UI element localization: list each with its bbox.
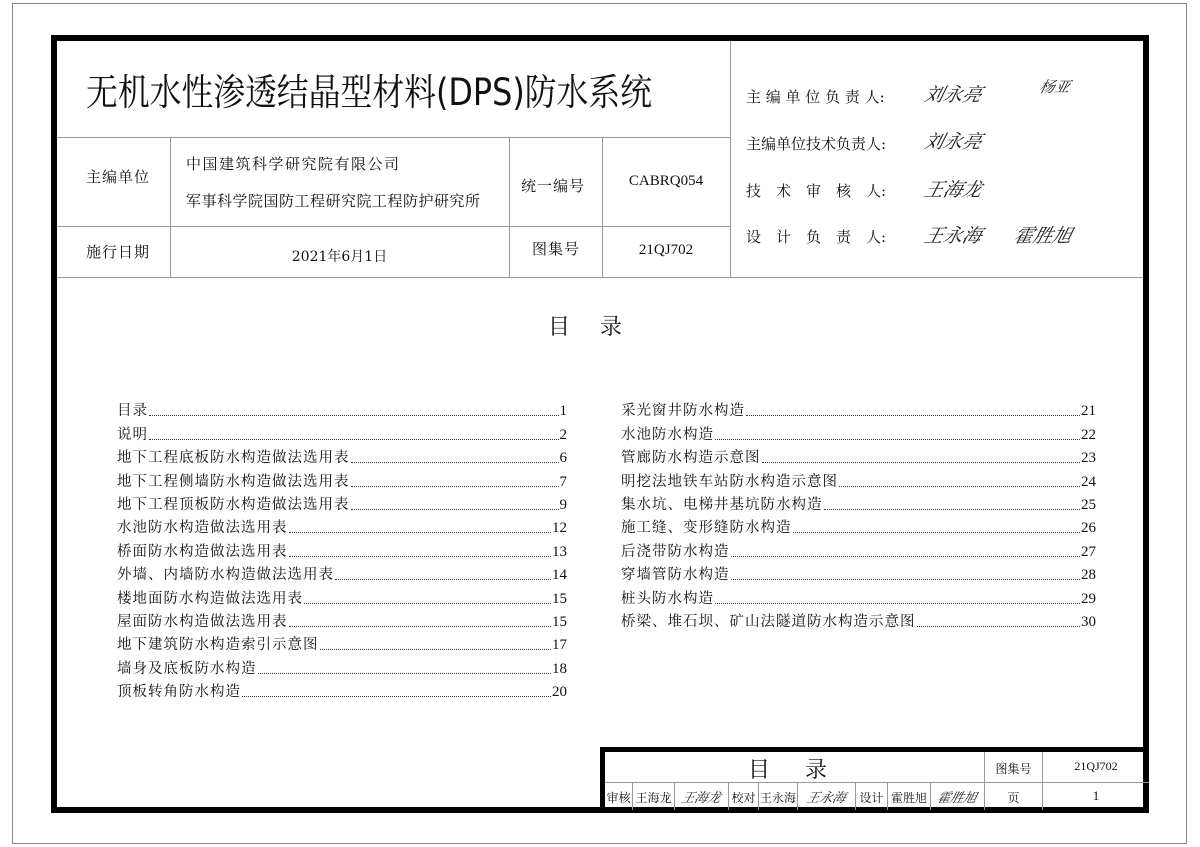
technical-head-label: 主编单位技术负责人:: [746, 135, 887, 153]
toc-leader-dots: [715, 437, 1080, 440]
header-col-divider-2: [509, 137, 510, 277]
atlas-number-label: 图集号: [995, 762, 1032, 776]
header-divider-bottom: [57, 277, 1143, 278]
toc-entry-label: 水池防水构造: [621, 426, 714, 443]
toc-entry[interactable]: [117, 561, 567, 584]
signature-technical-head: 刘永亮: [921, 131, 985, 153]
toc-leader-dots: [351, 484, 559, 487]
toc-entry[interactable]: [621, 514, 1096, 537]
signature-design-head-1: 王永海: [921, 225, 985, 247]
proofreader-signature: 王永海: [804, 791, 848, 806]
toc-left-column: [117, 397, 567, 701]
toc-entry-label: 穿墙管防水构造: [621, 567, 730, 584]
toc-entry[interactable]: [117, 631, 567, 654]
toc-entry-page: 27: [1081, 543, 1096, 560]
toc-entry[interactable]: [621, 420, 1096, 443]
editor-unit-1: 中国建筑科学研究院有限公司: [186, 155, 401, 173]
header-divider-top: [57, 137, 730, 138]
toc-entry-label: 地下工程底板防水构造做法选用表: [117, 450, 350, 467]
reviewer-signature: 王海龙: [679, 791, 723, 806]
toc-entry-label: 说明: [117, 426, 148, 443]
toc-leader-dots: [289, 554, 552, 557]
toc-leader-dots: [746, 413, 1080, 416]
toc-entry-label: 墙身及底板防水构造: [117, 660, 257, 677]
toc-leader-dots: [715, 601, 1080, 604]
toc-entry-label: 目录: [117, 403, 148, 420]
design-label: 设计: [859, 791, 884, 805]
toc-entry[interactable]: [117, 678, 567, 701]
toc-leader-dots: [320, 647, 552, 650]
toc-entry-label: 地下工程侧墙防水构造做法选用表: [117, 473, 350, 490]
toc-entry[interactable]: [621, 608, 1096, 631]
toc-entry[interactable]: [621, 584, 1096, 607]
toc-entry-label: 外墙、内墙防水构造做法选用表: [117, 567, 334, 584]
toc-entry[interactable]: [621, 444, 1096, 467]
effective-date: 2021年6月1日: [291, 249, 388, 265]
technical-reviewer-label: 技 术 审 核 人:: [746, 182, 887, 200]
toc-entry-page: 7: [559, 473, 567, 490]
toc-entry-label: 楼地面防水构造做法选用表: [117, 590, 303, 607]
toc-entry-label: 桥面防水构造做法选用表: [117, 543, 288, 560]
toc-entry[interactable]: [621, 467, 1096, 490]
toc-entry-label: 桩头防水构造: [621, 590, 714, 607]
toc-entry[interactable]: [621, 491, 1096, 514]
toc-entry[interactable]: [117, 491, 567, 514]
toc-entry-page: 28: [1081, 567, 1096, 584]
toc-entry[interactable]: [117, 654, 567, 677]
toc-right-column: [621, 397, 1096, 631]
toc-entry-page: 9: [559, 496, 567, 513]
proofreader-name: 王永海: [759, 791, 796, 805]
toc-leader-dots: [149, 437, 559, 440]
toc-leader-dots: [351, 460, 559, 463]
toc-entry[interactable]: [621, 537, 1096, 560]
toc-entry-label: 桥梁、堆石坝、矿山法隧道防水构造示意图: [621, 613, 916, 630]
toc-entry-page: 12: [552, 520, 567, 537]
toc-entry-page: 18: [552, 660, 567, 677]
toc-entry-label: 顶板转角防水构造: [117, 684, 241, 701]
toc-entry-page: 6: [559, 450, 567, 467]
toc-leader-dots: [351, 507, 559, 510]
toc-entry-label: 采光窗井防水构造: [621, 403, 745, 420]
signature-chief-editor-1: 刘永亮: [921, 84, 985, 106]
toc-entry[interactable]: [117, 537, 567, 560]
toc-leader-dots: [917, 624, 1081, 627]
title-block: [600, 747, 1149, 810]
page-number: 1: [1092, 788, 1100, 803]
toc-entry-page: 17: [552, 637, 567, 654]
proofread-label: 校对: [731, 791, 756, 805]
toc-entry-label: 集水坑、电梯井基坑防水构造: [621, 496, 823, 513]
toc-entry-page: 14: [552, 567, 567, 584]
toc-entry-page: 2: [559, 426, 567, 443]
toc-entry-label: 水池防水构造做法选用表: [117, 520, 288, 537]
design-head-label: 设 计 负 责 人:: [746, 228, 887, 246]
toc-entry[interactable]: [117, 514, 567, 537]
toc-entry-label: 后浇带防水构造: [621, 543, 730, 560]
toc-entry-page: 25: [1081, 496, 1096, 513]
header-divider-middle: [57, 226, 730, 227]
review-label: 审核: [606, 791, 631, 805]
toc-entry[interactable]: [621, 561, 1096, 584]
unified-number-label: 统一编号: [521, 177, 586, 195]
page-label: 页: [1007, 791, 1020, 805]
toc-leader-dots: [289, 624, 552, 627]
toc-entry-label: 地下建筑防水构造索引示意图: [117, 637, 319, 654]
toc-entry-page: 1: [559, 403, 567, 420]
chief-editor-unit-head-label: 主 编 单 位 负 责 人:: [746, 88, 885, 106]
toc-entry-label: 施工缝、变形缝防水构造: [621, 520, 792, 537]
toc-leader-dots: [762, 460, 1081, 463]
toc-leader-dots: [731, 577, 1081, 580]
toc-heading: 目录: [547, 315, 652, 340]
unified-number: CABRQ054: [628, 173, 704, 189]
toc-entry-label: 管廊防水构造示意图: [621, 450, 761, 467]
toc-entry[interactable]: [117, 397, 567, 420]
toc-entry-page: 24: [1081, 473, 1096, 490]
header-signature-divider: [730, 41, 731, 277]
toc-entry-page: 13: [552, 543, 567, 560]
designer-name: 霍胜旭: [890, 791, 927, 805]
editor-unit-label: 主编单位: [86, 168, 151, 186]
toc-leader-dots: [731, 554, 1081, 557]
atlas-number-label: 图集号: [532, 240, 581, 258]
toc-entry-page: 15: [552, 590, 567, 607]
toc-leader-dots: [335, 577, 551, 580]
toc-entry[interactable]: [117, 420, 567, 443]
toc-entry-page: 29: [1081, 590, 1096, 607]
toc-entry-page: 20: [552, 684, 567, 701]
toc-leader-dots: [793, 530, 1081, 533]
designer-signature: 霍胜旭: [935, 791, 979, 806]
effective-date-label: 施行日期: [86, 243, 151, 261]
toc-entry[interactable]: [117, 584, 567, 607]
toc-entry[interactable]: [117, 444, 567, 467]
toc-entry-label: 屋面防水构造做法选用表: [117, 613, 288, 630]
signature-chief-editor-2: 杨亚: [1037, 78, 1073, 96]
toc-leader-dots: [824, 507, 1081, 510]
document-title: 无机水性渗透结晶型材料(DPS)防水系统: [86, 71, 653, 114]
toc-entry-page: 21: [1081, 403, 1096, 420]
toc-entry-page: 30: [1081, 613, 1096, 630]
toc-leader-dots: [242, 694, 551, 697]
toc-entry[interactable]: [117, 467, 567, 490]
toc-leader-dots: [839, 484, 1080, 487]
toc-entry[interactable]: [621, 397, 1096, 420]
toc-entry-page: 26: [1081, 520, 1096, 537]
editor-unit-2: 军事科学院国防工程研究院工程防护研究所: [186, 192, 481, 210]
toc-entry-label: 地下工程顶板防水构造做法选用表: [117, 496, 350, 513]
toc-entry-page: 23: [1081, 450, 1096, 467]
toc-entry-page: 22: [1081, 426, 1096, 443]
toc-leader-dots: [258, 671, 552, 674]
atlas-number: 21QJ702: [1074, 759, 1118, 773]
toc-leader-dots: [289, 530, 552, 533]
signature-technical-reviewer: 王海龙: [921, 179, 985, 201]
toc-entry-page: 15: [552, 613, 567, 630]
toc-leader-dots: [304, 601, 551, 604]
toc-entry[interactable]: [117, 608, 567, 631]
toc-entry-label: 明挖法地铁车站防水构造示意图: [621, 473, 838, 490]
toc-leader-dots: [149, 413, 559, 416]
reviewer-name: 王海龙: [635, 791, 672, 805]
signature-design-head-2: 霍胜旭: [1011, 225, 1075, 247]
sheet-title: 目 录: [748, 758, 841, 783]
atlas-number: 21QJ702: [638, 242, 694, 258]
